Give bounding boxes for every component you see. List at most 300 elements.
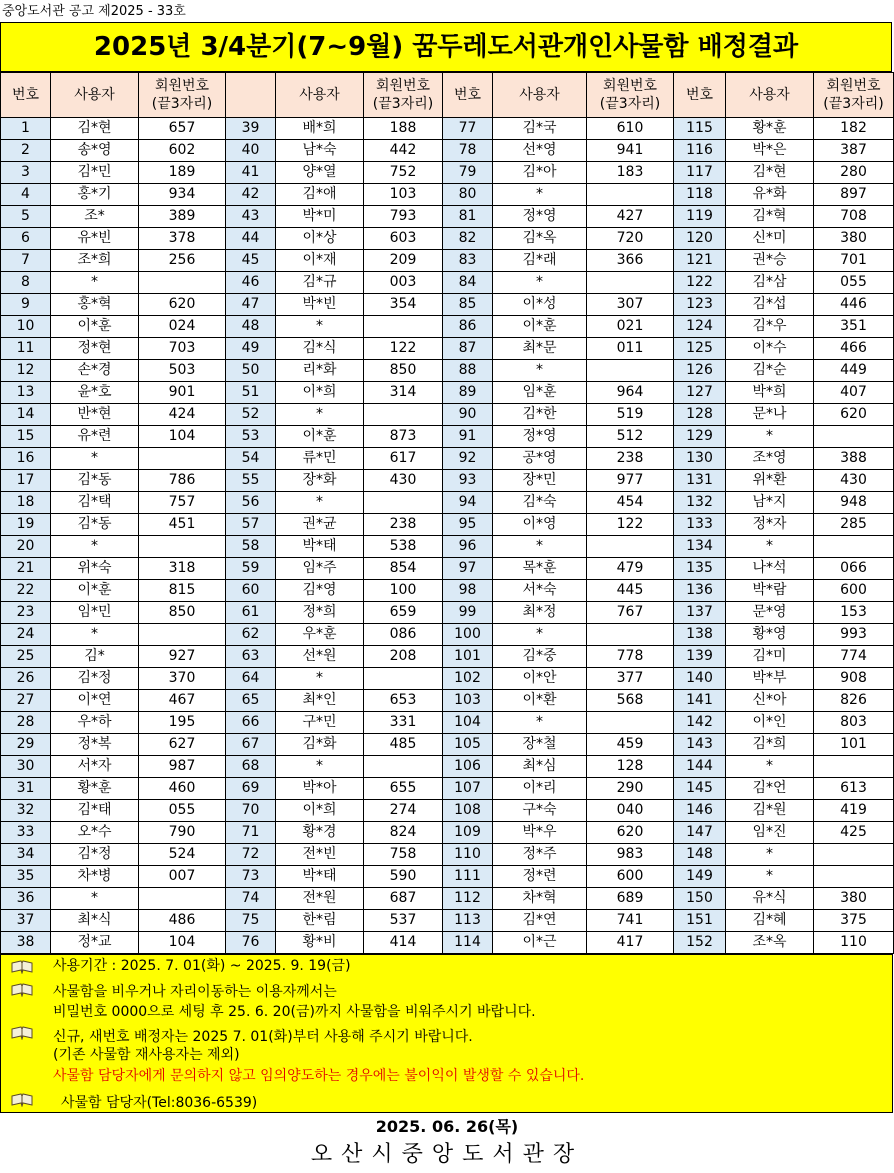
header-number: 번호: [1, 73, 51, 118]
member-number-cell: 620: [587, 822, 674, 844]
header-user: 사용자: [276, 73, 364, 118]
locker-number-cell: 92: [443, 448, 493, 470]
member-number-cell: 778: [587, 646, 674, 668]
user-name-cell: 이*희: [276, 800, 364, 822]
locker-number-cell: 80: [443, 184, 493, 206]
user-name-cell: 전*빈: [276, 844, 364, 866]
locker-number-cell: 24: [1, 624, 51, 646]
member-number-cell: 659: [364, 602, 443, 624]
locker-number-cell: 131: [674, 470, 726, 492]
member-number-cell: 620: [139, 294, 226, 316]
locker-number-cell: 91: [443, 426, 493, 448]
locker-number-cell: 104: [443, 712, 493, 734]
locker-number-cell: 21: [1, 558, 51, 580]
user-name-cell: 이*리: [493, 778, 587, 800]
table-row: [1, 932, 894, 954]
user-name-cell: 유*식: [726, 888, 814, 910]
member-number-cell: 103: [364, 184, 443, 206]
member-number-cell: 318: [139, 558, 226, 580]
member-number-cell: 285: [814, 514, 894, 536]
member-number-cell: 485: [364, 734, 443, 756]
user-name-cell: 박*아: [276, 778, 364, 800]
locker-number-cell: 75: [226, 910, 276, 932]
user-name-cell: *: [276, 668, 364, 690]
locker-number-cell: 140: [674, 668, 726, 690]
table-header-row: [1, 73, 894, 118]
user-name-cell: 임*민: [51, 602, 139, 624]
locker-number-cell: 83: [443, 250, 493, 272]
locker-number-cell: 29: [1, 734, 51, 756]
locker-number-cell: 135: [674, 558, 726, 580]
user-name-cell: 배*희: [276, 118, 364, 140]
user-name-cell: 윤*호: [51, 382, 139, 404]
user-name-cell: 이*환: [493, 690, 587, 712]
table-row: [1, 316, 894, 338]
member-number-cell: 354: [364, 294, 443, 316]
book-icon: [11, 1025, 33, 1039]
user-name-cell: 신*아: [726, 690, 814, 712]
member-number-cell: 758: [364, 844, 443, 866]
member-number-cell: 689: [587, 888, 674, 910]
member-number-cell: 687: [364, 888, 443, 910]
usage-period: 사용기간 : 2025. 7. 01(화) ~ 2025. 9. 19(금): [53, 958, 351, 974]
header-member-number: 회원번호 (끝3자리): [587, 73, 674, 118]
member-number-cell: 479: [587, 558, 674, 580]
locker-number-cell: 89: [443, 382, 493, 404]
user-name-cell: 나*석: [726, 558, 814, 580]
member-number-cell: 767: [587, 602, 674, 624]
transfer-warning: 사물함 담당자에게 문의하지 않고 임의양도하는 경우에는 불이익이 발생할 수 있습니다.: [53, 1068, 585, 1084]
member-number-cell: 602: [139, 140, 226, 162]
locker-number-cell: 40: [226, 140, 276, 162]
user-name-cell: 김*삼: [726, 272, 814, 294]
user-name-cell: 오*수: [51, 822, 139, 844]
user-name-cell: *: [493, 624, 587, 646]
user-name-cell: 우*하: [51, 712, 139, 734]
user-name-cell: 김*규: [276, 272, 364, 294]
user-name-cell: 홍*혁: [51, 294, 139, 316]
locker-number-cell: 133: [674, 514, 726, 536]
user-name-cell: 김*숙: [493, 492, 587, 514]
locker-number-cell: 23: [1, 602, 51, 624]
locker-number-cell: 8: [1, 272, 51, 294]
locker-number-cell: 88: [443, 360, 493, 382]
member-number-cell: 449: [814, 360, 894, 382]
locker-number-cell: 138: [674, 624, 726, 646]
member-number-cell: 407: [814, 382, 894, 404]
user-name-cell: 송*영: [51, 140, 139, 162]
locker-number-cell: 98: [443, 580, 493, 602]
member-number-cell: 417: [587, 932, 674, 954]
member-number-cell: 370: [139, 668, 226, 690]
user-name-cell: 서*자: [51, 756, 139, 778]
user-name-cell: 김*: [51, 646, 139, 668]
notice-box: [0, 954, 893, 1113]
user-name-cell: 황*훈: [726, 118, 814, 140]
user-name-cell: 임*훈: [493, 382, 587, 404]
user-name-cell: 이*상: [276, 228, 364, 250]
table-row: [1, 228, 894, 250]
member-number-cell: 454: [587, 492, 674, 514]
member-number-cell: 815: [139, 580, 226, 602]
locker-number-cell: 84: [443, 272, 493, 294]
member-number-cell: 375: [814, 910, 894, 932]
locker-number-cell: 71: [226, 822, 276, 844]
locker-number-cell: 77: [443, 118, 493, 140]
member-number-cell: 128: [587, 756, 674, 778]
user-name-cell: 양*열: [276, 162, 364, 184]
user-name-cell: *: [493, 712, 587, 734]
locker-number-cell: 10: [1, 316, 51, 338]
table-row: [1, 250, 894, 272]
locker-number-cell: 150: [674, 888, 726, 910]
locker-number-cell: 136: [674, 580, 726, 602]
user-name-cell: 김*현: [51, 118, 139, 140]
locker-number-cell: 42: [226, 184, 276, 206]
locker-number-cell: 82: [443, 228, 493, 250]
locker-number-cell: 18: [1, 492, 51, 514]
user-name-cell: 김*우: [726, 316, 814, 338]
user-name-cell: 이*훈: [493, 316, 587, 338]
user-name-cell: 유*빈: [51, 228, 139, 250]
locker-number-cell: 137: [674, 602, 726, 624]
locker-number-cell: 43: [226, 206, 276, 228]
new-assignee-notice: 신규, 새번호 배정자는 2025 7. 01(화)부터 사용해 주시기 바랍니다.: [53, 1029, 473, 1045]
table-row: [1, 734, 894, 756]
member-number-cell: 720: [587, 228, 674, 250]
locker-number-cell: 76: [226, 932, 276, 954]
locker-number-cell: 152: [674, 932, 726, 954]
member-number-cell: 653: [364, 690, 443, 712]
user-name-cell: *: [726, 866, 814, 888]
member-number-cell: 182: [814, 118, 894, 140]
member-number-cell: 007: [139, 866, 226, 888]
locker-number-cell: 52: [226, 404, 276, 426]
member-number-cell: 122: [587, 514, 674, 536]
table-row: [1, 140, 894, 162]
member-number-cell: [587, 184, 674, 206]
locker-number-cell: 30: [1, 756, 51, 778]
member-number-cell: 378: [139, 228, 226, 250]
user-name-cell: 유*련: [51, 426, 139, 448]
user-name-cell: 이*안: [493, 668, 587, 690]
user-name-cell: 최*문: [493, 338, 587, 360]
locker-number-cell: 72: [226, 844, 276, 866]
member-number-cell: 331: [364, 712, 443, 734]
member-number-cell: [139, 272, 226, 294]
member-number-cell: 901: [139, 382, 226, 404]
user-name-cell: 김*현: [726, 162, 814, 184]
user-name-cell: 이*근: [493, 932, 587, 954]
user-name-cell: 박*태: [276, 866, 364, 888]
table-row: [1, 272, 894, 294]
user-name-cell: 김*섭: [726, 294, 814, 316]
member-number-cell: 055: [814, 272, 894, 294]
member-number-cell: [814, 756, 894, 778]
user-name-cell: 김*순: [726, 360, 814, 382]
locker-number-cell: 53: [226, 426, 276, 448]
member-number-cell: 238: [364, 514, 443, 536]
user-name-cell: 이*연: [51, 690, 139, 712]
member-number-cell: [814, 844, 894, 866]
locker-number-cell: 127: [674, 382, 726, 404]
locker-number-cell: 45: [226, 250, 276, 272]
table-row: [1, 602, 894, 624]
member-number-cell: 183: [587, 162, 674, 184]
user-name-cell: 권*승: [726, 250, 814, 272]
member-number-cell: 122: [364, 338, 443, 360]
user-name-cell: 구*민: [276, 712, 364, 734]
locker-number-cell: 78: [443, 140, 493, 162]
table-row: [1, 514, 894, 536]
locker-number-cell: 97: [443, 558, 493, 580]
member-number-cell: 256: [139, 250, 226, 272]
user-name-cell: 최*식: [51, 910, 139, 932]
user-name-cell: 김*동: [51, 514, 139, 536]
locker-number-cell: 121: [674, 250, 726, 272]
locker-number-cell: 17: [1, 470, 51, 492]
table-row: [1, 866, 894, 888]
member-number-cell: 307: [587, 294, 674, 316]
table-row: [1, 426, 894, 448]
member-number-cell: [139, 536, 226, 558]
locker-number-cell: 81: [443, 206, 493, 228]
member-number-cell: [364, 316, 443, 338]
user-name-cell: 박*부: [726, 668, 814, 690]
locker-number-cell: 73: [226, 866, 276, 888]
user-name-cell: 이*희: [276, 382, 364, 404]
locker-number-cell: 13: [1, 382, 51, 404]
member-number-cell: 153: [814, 602, 894, 624]
locker-number-cell: 68: [226, 756, 276, 778]
user-name-cell: 황*훈: [51, 778, 139, 800]
table-row: [1, 470, 894, 492]
user-name-cell: 정*교: [51, 932, 139, 954]
locker-number-cell: 96: [443, 536, 493, 558]
member-number-cell: 451: [139, 514, 226, 536]
locker-number-cell: 9: [1, 294, 51, 316]
member-number-cell: 613: [814, 778, 894, 800]
member-number-cell: 314: [364, 382, 443, 404]
member-number-cell: 104: [139, 426, 226, 448]
member-number-cell: 380: [814, 888, 894, 910]
locker-number-cell: 20: [1, 536, 51, 558]
user-name-cell: 이*성: [493, 294, 587, 316]
member-number-cell: 741: [587, 910, 674, 932]
locker-number-cell: 85: [443, 294, 493, 316]
member-number-cell: 290: [587, 778, 674, 800]
member-number-cell: 537: [364, 910, 443, 932]
locker-number-cell: 2: [1, 140, 51, 162]
locker-number-cell: 148: [674, 844, 726, 866]
user-name-cell: 이*훈: [51, 316, 139, 338]
table-row: [1, 184, 894, 206]
user-name-cell: 박*은: [726, 140, 814, 162]
locker-number-cell: 35: [1, 866, 51, 888]
member-number-cell: 380: [814, 228, 894, 250]
member-number-cell: 897: [814, 184, 894, 206]
locker-number-cell: 39: [226, 118, 276, 140]
member-number-cell: 790: [139, 822, 226, 844]
member-number-cell: [814, 536, 894, 558]
locker-number-cell: 108: [443, 800, 493, 822]
user-name-cell: 김*애: [276, 184, 364, 206]
user-name-cell: 이*훈: [51, 580, 139, 602]
user-name-cell: *: [276, 316, 364, 338]
member-number-cell: 826: [814, 690, 894, 712]
member-number-cell: 774: [814, 646, 894, 668]
locker-number-cell: 67: [226, 734, 276, 756]
locker-number-cell: 95: [443, 514, 493, 536]
user-name-cell: 권*균: [276, 514, 364, 536]
user-name-cell: 임*주: [276, 558, 364, 580]
locker-number-cell: 22: [1, 580, 51, 602]
user-name-cell: 김*택: [51, 492, 139, 514]
member-number-cell: 908: [814, 668, 894, 690]
member-number-cell: [364, 756, 443, 778]
locker-number-cell: 31: [1, 778, 51, 800]
member-number-cell: 708: [814, 206, 894, 228]
member-number-cell: 486: [139, 910, 226, 932]
locker-number-cell: 32: [1, 800, 51, 822]
table-row: [1, 910, 894, 932]
table-row: [1, 690, 894, 712]
locker-number-cell: 4: [1, 184, 51, 206]
table-row: [1, 404, 894, 426]
member-number-cell: 964: [587, 382, 674, 404]
user-name-cell: 공*영: [493, 448, 587, 470]
locker-number-cell: 114: [443, 932, 493, 954]
locker-number-cell: 90: [443, 404, 493, 426]
table-row: [1, 888, 894, 910]
member-number-cell: 445: [587, 580, 674, 602]
member-number-cell: 538: [364, 536, 443, 558]
member-number-cell: 460: [139, 778, 226, 800]
locker-number-cell: 123: [674, 294, 726, 316]
locker-number-cell: 66: [226, 712, 276, 734]
user-name-cell: 김*화: [276, 734, 364, 756]
locker-number-cell: 94: [443, 492, 493, 514]
user-name-cell: 장*민: [493, 470, 587, 492]
header-number: 번호: [674, 73, 726, 118]
member-number-cell: 503: [139, 360, 226, 382]
book-icon: [11, 959, 33, 973]
user-name-cell: 이*영: [493, 514, 587, 536]
table-row: [1, 646, 894, 668]
locker-number-cell: 115: [674, 118, 726, 140]
locker-number-cell: 41: [226, 162, 276, 184]
member-number-cell: 209: [364, 250, 443, 272]
header-member-number: 회원번호 (끝3자리): [814, 73, 894, 118]
member-number-cell: 803: [814, 712, 894, 734]
user-name-cell: *: [51, 888, 139, 910]
member-number-cell: 195: [139, 712, 226, 734]
user-name-cell: 김*혜: [726, 910, 814, 932]
locker-number-cell: 28: [1, 712, 51, 734]
member-number-cell: [587, 624, 674, 646]
member-number-cell: 101: [814, 734, 894, 756]
user-name-cell: 황*경: [276, 822, 364, 844]
user-name-cell: 최*정: [493, 602, 587, 624]
header-number: [226, 73, 276, 118]
locker-number-cell: 103: [443, 690, 493, 712]
table-row: [1, 844, 894, 866]
user-name-cell: *: [276, 492, 364, 514]
user-name-cell: 정*련: [493, 866, 587, 888]
user-name-cell: 선*원: [276, 646, 364, 668]
member-number-cell: 512: [587, 426, 674, 448]
locker-number-cell: 106: [443, 756, 493, 778]
user-name-cell: 김*원: [726, 800, 814, 822]
user-name-cell: 장*철: [493, 734, 587, 756]
locker-number-cell: 107: [443, 778, 493, 800]
table-row: [1, 822, 894, 844]
member-number-cell: 238: [587, 448, 674, 470]
user-name-cell: 조*희: [51, 250, 139, 272]
user-name-cell: 임*진: [726, 822, 814, 844]
user-name-cell: 이*재: [276, 250, 364, 272]
member-number-cell: 793: [364, 206, 443, 228]
user-name-cell: *: [51, 272, 139, 294]
locker-number-cell: 124: [674, 316, 726, 338]
member-number-cell: 617: [364, 448, 443, 470]
user-name-cell: 정*현: [51, 338, 139, 360]
table-row: [1, 360, 894, 382]
member-number-cell: [587, 536, 674, 558]
member-number-cell: 655: [364, 778, 443, 800]
member-number-cell: 377: [587, 668, 674, 690]
user-name-cell: 차*혁: [493, 888, 587, 910]
locker-number-cell: 119: [674, 206, 726, 228]
member-number-cell: 703: [139, 338, 226, 360]
user-name-cell: 반*현: [51, 404, 139, 426]
locker-number-cell: 3: [1, 162, 51, 184]
member-number-cell: 701: [814, 250, 894, 272]
locker-number-cell: 120: [674, 228, 726, 250]
member-number-cell: 850: [139, 602, 226, 624]
locker-number-cell: 99: [443, 602, 493, 624]
locker-number-cell: 93: [443, 470, 493, 492]
user-name-cell: 박*미: [276, 206, 364, 228]
user-name-cell: 정*영: [493, 426, 587, 448]
member-number-cell: 011: [587, 338, 674, 360]
locker-number-cell: 105: [443, 734, 493, 756]
table-body: [1, 118, 894, 954]
book-icon: [11, 982, 33, 996]
page-title: 2025년 3/4분기(7~9월) 꿈두레도서관개인사물함 배정결과: [0, 22, 892, 72]
user-name-cell: 우*훈: [276, 624, 364, 646]
locker-number-cell: 1: [1, 118, 51, 140]
member-number-cell: 066: [814, 558, 894, 580]
user-name-cell: 황*비: [276, 932, 364, 954]
member-number-cell: 620: [814, 404, 894, 426]
member-number-cell: [139, 888, 226, 910]
locker-number-cell: 46: [226, 272, 276, 294]
member-number-cell: [364, 668, 443, 690]
user-name-cell: 목*훈: [493, 558, 587, 580]
table-row: [1, 448, 894, 470]
locker-number-cell: 51: [226, 382, 276, 404]
member-number-cell: 977: [587, 470, 674, 492]
member-number-cell: 040: [587, 800, 674, 822]
locker-number-cell: 57: [226, 514, 276, 536]
header-member-number: 회원번호 (끝3자리): [139, 73, 226, 118]
table-row: [1, 756, 894, 778]
table-row: [1, 118, 894, 140]
user-name-cell: *: [51, 448, 139, 470]
table-row: [1, 382, 894, 404]
locker-number-cell: 142: [674, 712, 726, 734]
